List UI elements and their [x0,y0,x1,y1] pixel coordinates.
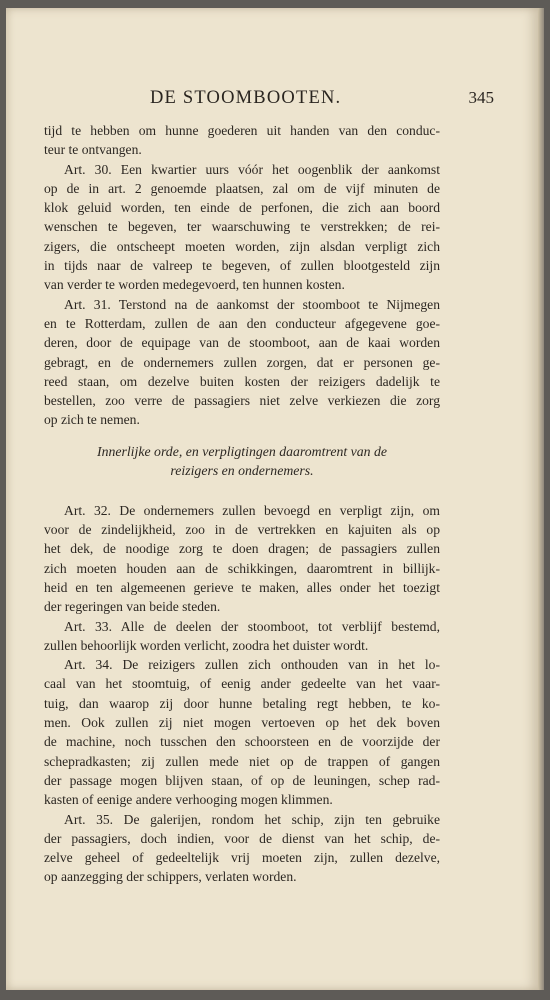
page-edge [538,8,544,990]
section-subheading-line-2: reizigers en ondernemers. [170,463,314,479]
text-line: de machine, noch tusschen den schoorsteen en de voorzijde der [44,734,440,750]
page-header [66,88,498,112]
body-text [44,121,440,887]
page-number: 345 [468,88,494,107]
text-line: en te Rotterdam, zullen de aan den conducteur afgegevene goe- [44,315,440,331]
book-page [6,8,538,990]
text-line: zigers, die ontscheept moeten worden, zijn alsdan verpligt zich [44,238,440,254]
text-line: Art. 34. De reizigers zullen zich onthouden van in het lo- [64,657,440,673]
text-line: reed staan, om dezelve buiten kosten der reizigers dadelijk te [44,373,440,389]
text-line: Art. 30. Een kwartier uurs vóór het oogenblik der aankomst [64,161,440,177]
text-line: Art. 32. De ondernemers zullen bevoegd en verpligt zijn, om [64,502,440,518]
text-line: op de in art. 2 genoemde plaatsen, zal om de vijf minuten de [44,180,440,196]
text-line: teur te ontvangen. [44,142,142,158]
text-line: voor de zindelijkheid, zoo in de vertrekken en kajuiten als op [44,522,440,538]
running-head: DE STOOMBOOTEN. [150,88,342,108]
section-subheading-line-1: Innerlijke orde, en verpligtingen daaromtrent van de [96,443,388,459]
text-line: op zich te nemen. [44,412,140,428]
text-line: zich moeten houden aan de schikkingen, daaromtrent in billijk- [44,560,440,576]
text-line: Art. 33. Alle de deelen der stoomboot, tot verblijf bestemd, [64,618,440,634]
text-line: Art. 31. Terstond na de aankomst der stoomboot te Nijmegen [64,296,440,312]
text-line: Art. 35. De galerijen, rondom het schip, zijn ten gebruike [64,811,440,827]
text-line: caal van het stoomtuig, of eenig ander gedeelte van het vaar- [44,676,440,692]
text-line: deren, door de equipage van de stoomboot, aan de kaai worden [44,335,440,351]
text-line: op aanzegging der schippers, verlaten worden. [44,869,297,885]
text-line: wenschen te begeven, ter waarschuwing te verstrekken; de rei- [44,219,440,235]
text-line: klok geluid worden, ten einde de perfonen, die zich aan boord [44,200,440,216]
text-line: zelve geheel of gedeeltelijk vrij moeten zijn, zullen dezelve, [44,850,440,866]
text-line: zullen behoorlijk worden verlicht, zoodra het duister wordt. [44,637,369,653]
text-line: van verder te worden medegevoerd, ten hunnen kosten. [44,277,345,293]
text-line: in tijds naar de valreep te begeven, of zullen blootgesteld zijn [44,258,440,274]
text-line: bestellen, zoo verre de passagiers niet zelve verkiezen die zorg [44,393,440,409]
text-line: tuig, dan waarop zij door hunne betaling regt hebben, te ko- [44,695,440,711]
text-line: tijd te hebben om hunne goederen uit handen van den conduc- [44,123,440,138]
text-line: kasten of eenige andere verhooging mogen klimmen. [44,792,333,808]
text-line: schepradkasten; zij zullen mede niet op de trappen of gangen [44,753,440,769]
text-line: der passage mogen blijven staan, of op de leuningen, schep rad- [44,772,440,788]
text-line: der regeringen van beide steden. [44,599,221,615]
section-gap [44,481,440,501]
text-line: het dek, de noodige zorg te doen dragen; de passagiers zullen [44,541,440,557]
text-line: der passagiers, doch indien, voor de dienst van het schip, de- [44,830,440,846]
text-line: men. Ook zullen zij niet mogen vertoeven op het dek boven [44,715,440,731]
text-line: heid en ten algemeenen gerieve te maken, alles onder het toezigt [44,579,440,595]
text-line: gebragt, en de ondernemers zullen zorgen, dat er personen ge- [44,354,440,370]
